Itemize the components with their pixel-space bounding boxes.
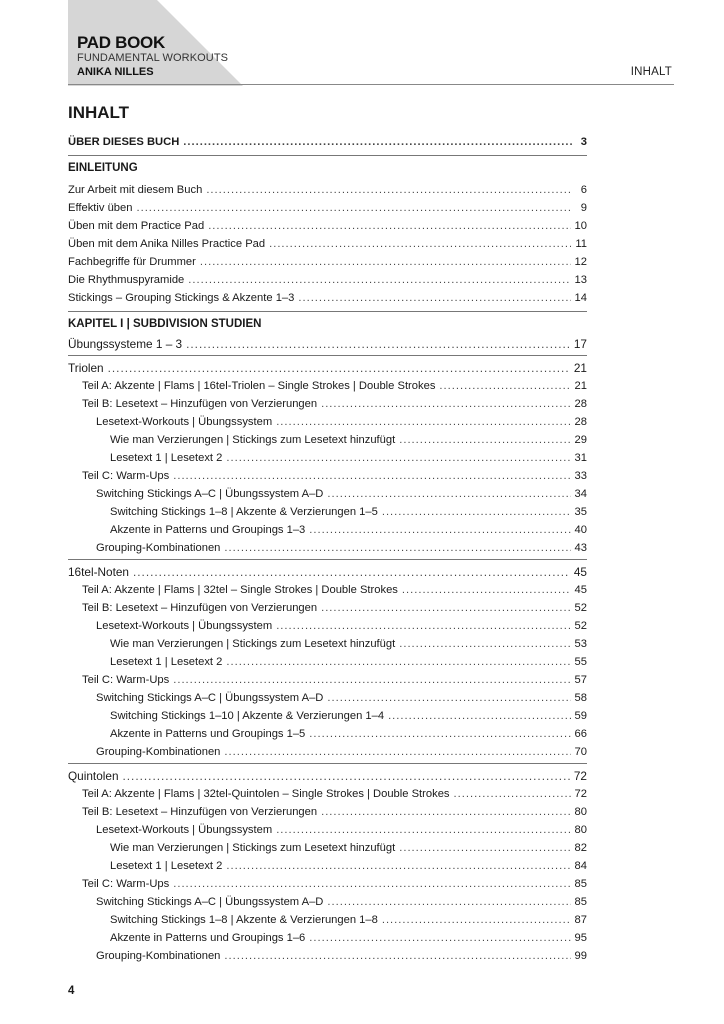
toc-section-quintolen[interactable] — [68, 769, 587, 783]
toc-entry-uebungssysteme[interactable] — [68, 337, 587, 351]
toc-entry-title: Übungssysteme 1 – 3 — [68, 337, 183, 351]
toc-entry-title: Die Rhythmuspyramide — [68, 274, 185, 286]
toc-entry-page: 29 — [574, 434, 587, 446]
toc-entry-title: Zur Arbeit mit diesem Buch — [68, 184, 203, 196]
toc-entry-page: 31 — [574, 452, 587, 464]
dot-leader — [327, 691, 570, 705]
toc-entry-title: Akzente in Patterns und Groupings 1–6 — [110, 932, 306, 944]
book-author: ANIKA NILLES — [77, 66, 154, 78]
toc-entry-page: 70 — [574, 746, 587, 758]
toc-entry-page: 28 — [574, 416, 587, 428]
dot-leader — [276, 415, 570, 429]
toc-entry-page: 6 — [580, 184, 587, 196]
toc-entry[interactable] — [96, 691, 587, 705]
dot-leader — [173, 469, 570, 483]
toc-entry-title: Lesetext-Workouts | Übungssystem — [96, 416, 273, 428]
toc-entry[interactable] — [68, 237, 587, 251]
dot-leader — [327, 487, 570, 501]
toc-entry[interactable] — [110, 505, 587, 519]
toc-entry[interactable] — [96, 619, 587, 633]
dot-leader — [226, 451, 570, 465]
dot-leader — [298, 291, 570, 305]
toc-entry-page: 40 — [574, 524, 587, 536]
toc-entry-title: Teil A: Akzente | Flams | 32tel-Quintolen – Single Strokes | Double Strokes — [82, 788, 450, 800]
toc-entry[interactable] — [82, 787, 587, 801]
dot-leader — [224, 745, 570, 759]
toc-entry[interactable] — [96, 895, 587, 909]
dot-leader — [276, 823, 570, 837]
toc-entry-page: 12 — [574, 256, 587, 268]
dot-leader — [208, 219, 570, 233]
dot-leader — [186, 337, 570, 351]
toc-entry-page: 82 — [574, 842, 587, 854]
toc-entry-page: 21 — [574, 380, 587, 392]
toc-entry-page: 53 — [574, 638, 587, 650]
toc-entry-page: 3 — [580, 136, 587, 148]
toc-entry[interactable] — [82, 379, 587, 393]
toc-entry-title: Akzente in Patterns und Groupings 1–5 — [110, 728, 306, 740]
toc-section-16tel[interactable] — [68, 565, 587, 579]
dot-leader — [123, 769, 570, 783]
toc-entry-ueber[interactable] — [68, 135, 587, 149]
page-number: 4 — [68, 985, 75, 997]
header-rule — [68, 84, 674, 85]
toc-entry-title: Üben mit dem Anika Nilles Practice Pad — [68, 238, 266, 250]
dot-leader — [206, 183, 573, 197]
toc-entry-title: Wie man Verzierungen | Stickings zum Lesetext hinzufügt — [110, 842, 396, 854]
toc-entry-page: 17 — [573, 337, 587, 351]
toc-entry-page: 95 — [574, 932, 587, 944]
toc-section-triolen[interactable] — [68, 361, 587, 375]
dot-leader — [200, 255, 571, 269]
separator — [68, 155, 587, 156]
toc-entry[interactable] — [82, 583, 587, 597]
toc-entry-title: Quintolen — [68, 769, 119, 783]
toc-entry-page: 99 — [574, 950, 587, 962]
book-title: PAD BOOK — [77, 33, 165, 52]
toc-entry-title: Teil B: Lesetext – Hinzufügen von Verzierungen — [82, 602, 318, 614]
toc-entry[interactable] — [82, 805, 587, 819]
dot-leader — [309, 523, 570, 537]
toc-entry-title: Teil C: Warm-Ups — [82, 674, 170, 686]
toc-entry-title: Switching Stickings 1–8 | Akzente & Verzierungen 1–8 — [110, 914, 378, 926]
dot-leader — [399, 433, 570, 447]
dot-leader — [439, 379, 570, 393]
toc-entry-title: Switching Stickings A–C | Übungssystem A–D — [96, 488, 324, 500]
dot-leader — [327, 895, 570, 909]
toc-entry[interactable] — [96, 949, 587, 963]
toc-entry-page: 14 — [574, 292, 587, 304]
toc-entry-title: Switching Stickings 1–8 | Akzente & Verzierungen 1–5 — [110, 506, 378, 518]
toc-entry-title: Lesetext-Workouts | Übungssystem — [96, 824, 273, 836]
toc-entry[interactable] — [110, 451, 587, 465]
toc-entry[interactable] — [68, 183, 587, 197]
toc-entry-title: 16tel-Noten — [68, 565, 129, 579]
section-label: INHALT — [630, 66, 672, 78]
dot-leader — [226, 655, 570, 669]
toc-entry-page: 84 — [574, 860, 587, 872]
dot-leader — [269, 237, 571, 251]
toc-entry-page: 72 — [573, 769, 587, 783]
separator — [68, 311, 587, 312]
toc-entry[interactable] — [110, 727, 587, 741]
toc-entry-title: Üben mit dem Practice Pad — [68, 220, 205, 232]
toc-entry-title: Teil C: Warm-Ups — [82, 878, 170, 890]
dot-leader — [188, 273, 570, 287]
toc-entry-page: 13 — [574, 274, 587, 286]
dot-leader — [309, 727, 570, 741]
toc-entry-title: Fachbegriffe für Drummer — [68, 256, 196, 268]
toc-entry-page: 59 — [574, 710, 587, 722]
toc-entry-title: Teil B: Lesetext – Hinzufügen von Verzierungen — [82, 398, 318, 410]
toc-entry-title: Switching Stickings A–C | Übungssystem A–D — [96, 896, 324, 908]
dot-leader — [224, 541, 570, 555]
dot-leader — [402, 583, 571, 597]
separator — [68, 355, 587, 356]
toc-entry[interactable] — [96, 541, 587, 555]
toc-entry-page: 52 — [574, 602, 587, 614]
dot-leader — [226, 859, 570, 873]
toc-entry-title: ÜBER DIESES BUCH — [68, 136, 180, 148]
toc-entry[interactable] — [96, 487, 587, 501]
dot-leader — [108, 361, 570, 375]
toc-entry[interactable] — [82, 469, 587, 483]
separator — [68, 763, 587, 764]
toc-entry-page: 66 — [574, 728, 587, 740]
toc-entry[interactable] — [96, 745, 587, 759]
toc-entry-page: 35 — [574, 506, 587, 518]
toc-entry[interactable] — [82, 601, 587, 615]
toc-entry-page: 57 — [574, 674, 587, 686]
toc-entry-page: 85 — [574, 878, 587, 890]
toc-entry-title: Teil A: Akzente | Flams | 32tel – Single Strokes | Double Strokes — [82, 584, 398, 596]
toc-entry-title: Lesetext-Workouts | Übungssystem — [96, 620, 273, 632]
toc-entry-title: Lesetext 1 | Lesetext 2 — [110, 860, 223, 872]
toc-entry[interactable] — [82, 877, 587, 891]
dot-leader — [183, 135, 573, 149]
toc-entry-page: 21 — [573, 361, 587, 375]
toc-entry-page: 80 — [574, 824, 587, 836]
toc-entry-page: 55 — [574, 656, 587, 668]
separator — [68, 559, 587, 560]
toc-entry-title: Triolen — [68, 361, 104, 375]
toc-entry-title: Teil B: Lesetext – Hinzufügen von Verzierungen — [82, 806, 318, 818]
dot-leader — [173, 877, 570, 891]
toc-entry[interactable] — [110, 655, 587, 669]
dot-leader — [321, 601, 570, 615]
toc-entry-page: 52 — [574, 620, 587, 632]
dot-leader — [276, 619, 570, 633]
dot-leader — [454, 787, 571, 801]
toc-entry-page: 28 — [574, 398, 587, 410]
toc-entry-page: 43 — [574, 542, 587, 554]
toc-entry-page: 87 — [574, 914, 587, 926]
dot-leader — [309, 931, 570, 945]
toc-entry[interactable] — [68, 273, 587, 287]
toc-entry[interactable] — [82, 397, 587, 411]
toc-entry-page: 85 — [574, 896, 587, 908]
chapter-heading-einleitung: EINLEITUNG — [68, 162, 138, 174]
toc-entry[interactable] — [96, 823, 587, 837]
toc-entry[interactable] — [110, 841, 587, 855]
dot-leader — [173, 673, 570, 687]
toc-entry[interactable] — [68, 219, 587, 233]
book-subtitle: FUNDAMENTAL WORKOUTS — [77, 52, 229, 64]
toc-entry[interactable] — [110, 433, 587, 447]
toc-entry-page: 33 — [574, 470, 587, 482]
toc-entry[interactable] — [68, 201, 587, 215]
toc-entry-page: 80 — [574, 806, 587, 818]
toc-entry-title: Switching Stickings 1–10 | Akzente & Verzierungen 1–4 — [110, 710, 385, 722]
toc-entry-title: Switching Stickings A–C | Übungssystem A–D — [96, 692, 324, 704]
toc-entry[interactable] — [96, 415, 587, 429]
toc-entry[interactable] — [110, 709, 587, 723]
dot-leader — [224, 949, 570, 963]
toc-entry-title: Wie man Verzierungen | Stickings zum Lesetext hinzufügt — [110, 434, 396, 446]
dot-leader — [399, 841, 570, 855]
toc-entry-title: Grouping-Kombinationen — [96, 950, 221, 962]
chapter-heading-kapitel-1: KAPITEL I | SUBDIVISION STUDIEN — [68, 318, 262, 330]
toc-entry-title: Effektiv üben — [68, 202, 133, 214]
toc-entry-page: 45 — [573, 565, 587, 579]
dot-leader — [321, 805, 570, 819]
dot-leader — [382, 913, 571, 927]
toc-entry-page: 45 — [574, 584, 587, 596]
toc-entry-page: 11 — [575, 238, 587, 250]
dot-leader — [321, 397, 570, 411]
dot-leader — [382, 505, 571, 519]
dot-leader — [136, 201, 573, 215]
toc-entry[interactable] — [110, 523, 587, 537]
toc-entry[interactable] — [110, 913, 587, 927]
toc-entry-title: Wie man Verzierungen | Stickings zum Lesetext hinzufügt — [110, 638, 396, 650]
toc-entry[interactable] — [82, 673, 587, 687]
dot-leader — [388, 709, 570, 723]
toc-entry[interactable] — [68, 291, 587, 305]
toc-entry-title: Teil C: Warm-Ups — [82, 470, 170, 482]
toc-entry-page: 9 — [580, 202, 587, 214]
toc-entry-title: Akzente in Patterns und Groupings 1–3 — [110, 524, 306, 536]
toc-entry[interactable] — [110, 859, 587, 873]
toc-entry-title: Grouping-Kombinationen — [96, 542, 221, 554]
toc-entry[interactable] — [68, 255, 587, 269]
toc-entry-page: 10 — [574, 220, 587, 232]
page-title: INHALT — [68, 103, 130, 122]
toc-entry-title: Stickings – Grouping Stickings & Akzente 1–3 — [68, 292, 295, 304]
toc-entry[interactable] — [110, 637, 587, 651]
dot-leader — [399, 637, 570, 651]
dot-leader — [133, 565, 570, 579]
toc-entry-page: 34 — [574, 488, 587, 500]
toc-entry-page: 58 — [574, 692, 587, 704]
toc-entry-title: Lesetext 1 | Lesetext 2 — [110, 656, 223, 668]
toc-entry-title: Grouping-Kombinationen — [96, 746, 221, 758]
toc-entry-title: Teil A: Akzente | Flams | 16tel-Triolen – Single Strokes | Double Strokes — [82, 380, 436, 392]
toc-entry-title: Lesetext 1 | Lesetext 2 — [110, 452, 223, 464]
toc-entry-page: 72 — [574, 788, 587, 800]
toc-entry[interactable] — [110, 931, 587, 945]
